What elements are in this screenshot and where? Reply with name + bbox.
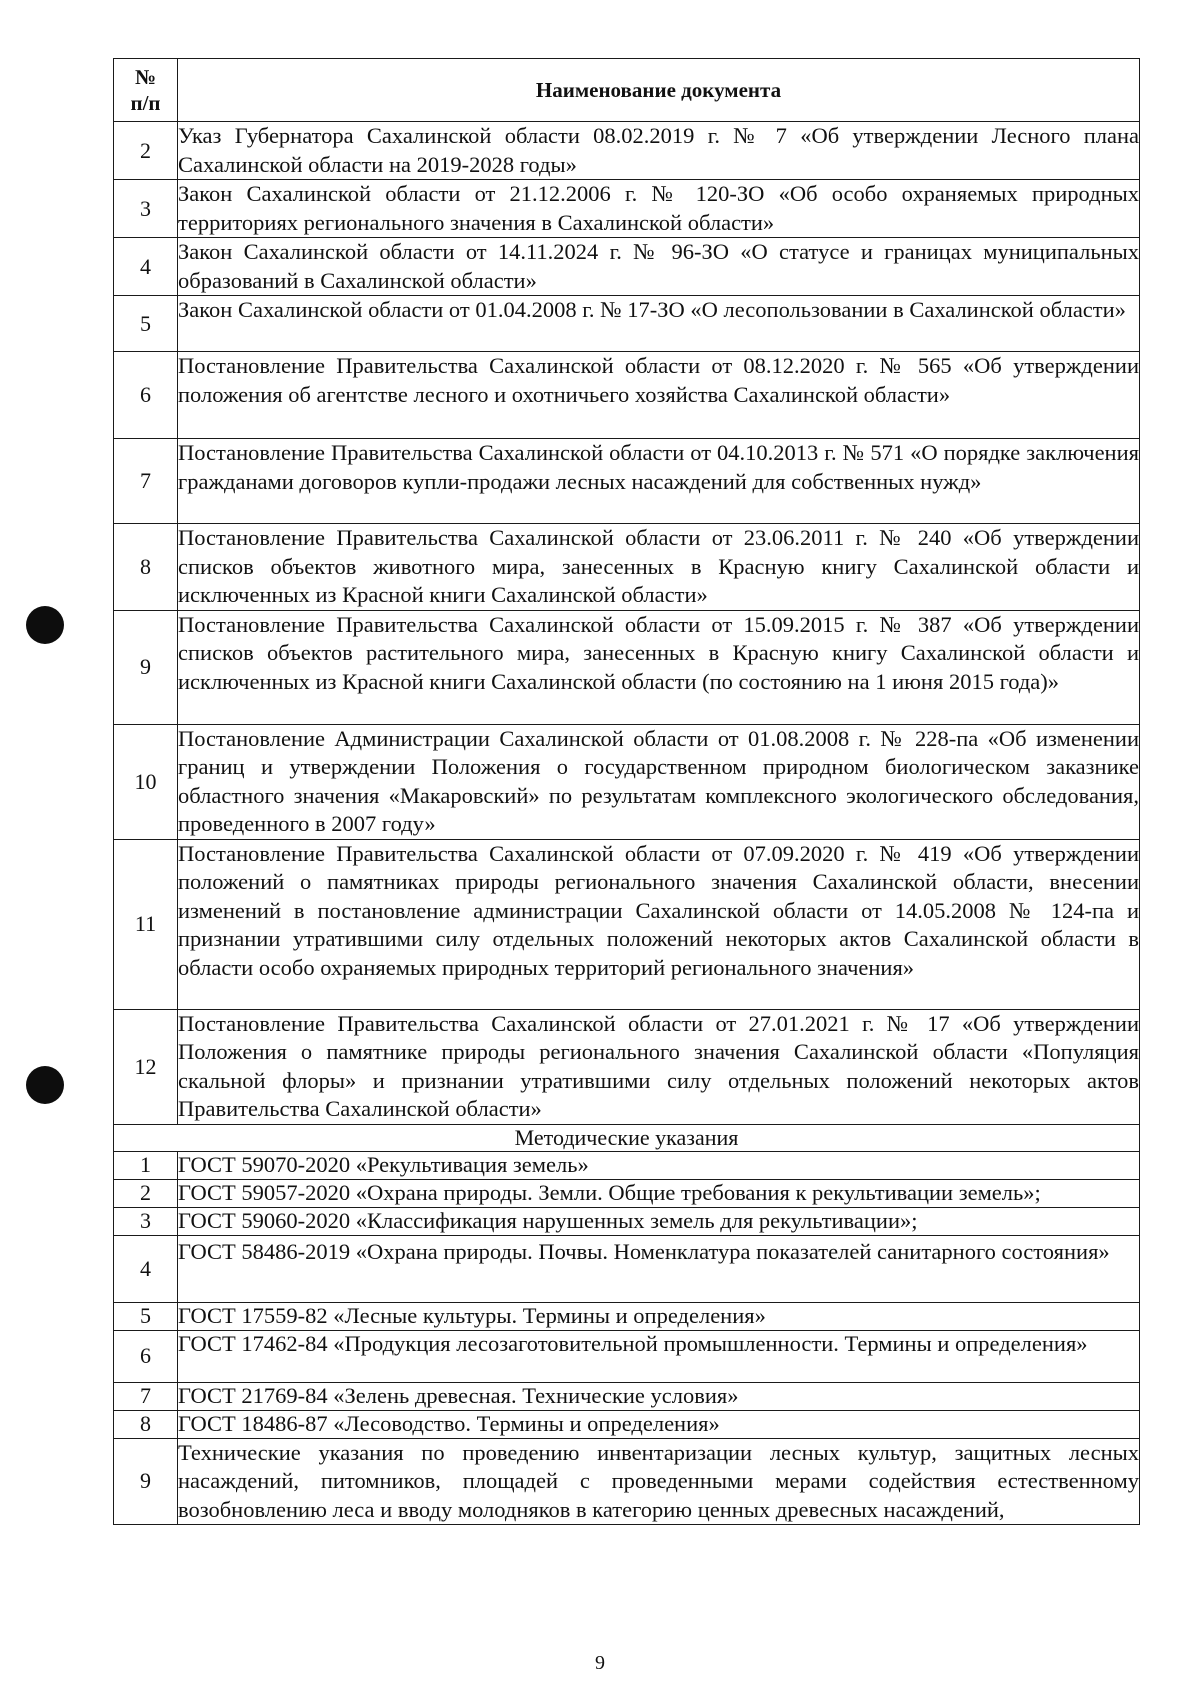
- table-row: [114, 1382, 1140, 1410]
- row-document: ГОСТ 18486-87 «Лесоводство. Термины и определения»: [178, 1410, 1140, 1438]
- table-row: [114, 1179, 1140, 1207]
- row-document: ГОСТ 17462-84 «Продукция лесозаготовительной промышленности. Термины и определения»: [178, 1330, 1140, 1382]
- punch-hole: [26, 606, 64, 644]
- table-row: [114, 839, 1140, 1009]
- row-document: ГОСТ 21769-84 «Зелень древесная. Технические условия»: [178, 1382, 1140, 1410]
- table-row: [114, 1438, 1140, 1525]
- row-number: 3: [114, 1207, 178, 1235]
- row-document: ГОСТ 17559-82 «Лесные культуры. Термины и определения»: [178, 1302, 1140, 1330]
- row-document: Постановление Правительства Сахалинской области от 27.01.2021 г. № 17 «Об утверждении Положения о памятнике природы регионального значения Сахалинской области «Популяция скальной флоры» и признании утратившими силу отдельных положений некоторых актов Правительства Сахалинской области»: [178, 1009, 1140, 1124]
- table-header-row: [114, 59, 1140, 122]
- table-row: [114, 524, 1140, 611]
- header-number-line2: п/п: [130, 91, 161, 115]
- row-number: 4: [114, 238, 178, 296]
- row-document: ГОСТ 59060-2020 «Классификация нарушенных земель для рекультивации»;: [178, 1207, 1140, 1235]
- row-number: 1: [114, 1151, 178, 1179]
- table-row: [114, 1151, 1140, 1179]
- row-number: 10: [114, 724, 178, 839]
- row-number: 5: [114, 296, 178, 352]
- table-row: [114, 1207, 1140, 1235]
- row-document: Указ Губернатора Сахалинской области 08.02.2019 г. № 7 «Об утверждении Лесного плана Сахалинской области на 2019-2028 годы»: [178, 122, 1140, 180]
- header-document-name: Наименование документа: [178, 59, 1140, 122]
- header-number-line1: №: [134, 65, 157, 89]
- row-number: 2: [114, 122, 178, 180]
- table-row: [114, 724, 1140, 839]
- page-number: 9: [595, 1652, 605, 1674]
- table-row: [114, 1235, 1140, 1302]
- row-number: 5: [114, 1302, 178, 1330]
- table-row: [114, 180, 1140, 238]
- row-document: Постановление Правительства Сахалинской области от 08.12.2020 г. № 565 «Об утверждении положения об агентстве лесного и охотничьего хозяйства Сахалинской области»: [178, 352, 1140, 439]
- row-number: 6: [114, 352, 178, 439]
- documents-table: [113, 58, 1140, 1525]
- table-row: [114, 610, 1140, 724]
- table-row: [114, 122, 1140, 180]
- table-row: [114, 238, 1140, 296]
- row-document: Закон Сахалинской области от 14.11.2024 г. № 96-ЗО «О статусе и границах муниципальных образований в Сахалинской области»: [178, 238, 1140, 296]
- row-number: 7: [114, 1382, 178, 1410]
- row-number: 3: [114, 180, 178, 238]
- row-number: 7: [114, 439, 178, 524]
- row-number: 2: [114, 1179, 178, 1207]
- section-title: Методические указания: [114, 1124, 1140, 1151]
- row-number: 6: [114, 1330, 178, 1382]
- row-document: Технические указания по проведению инвентаризации лесных культур, защитных лесных насаждений, питомников, площадей с проведенными мерами содействия естественному возобновлению леса и вводу молодняков в категорию ценных древесных насаждений,: [178, 1438, 1140, 1525]
- punch-hole: [26, 1066, 64, 1104]
- row-number: 9: [114, 610, 178, 724]
- row-document: ГОСТ 59070-2020 «Рекультивация земель»: [178, 1151, 1140, 1179]
- row-number: 12: [114, 1009, 178, 1124]
- row-number: 9: [114, 1438, 178, 1525]
- header-number: [114, 59, 178, 122]
- row-document: Закон Сахалинской области от 01.04.2008 г. № 17-ЗО «О лесопользовании в Сахалинской области»: [178, 296, 1140, 352]
- row-document: Постановление Администрации Сахалинской области от 01.08.2008 г. № 228-па «Об изменении границ и утверждении Положения о государственном природном биологическом заказнике областного значения «Макаровский» по результатам комплексного экологического обследования, проведенного в 2007 году»: [178, 724, 1140, 839]
- table-row: [114, 1330, 1140, 1382]
- row-document: ГОСТ 58486-2019 «Охрана природы. Почвы. Номенклатура показателей санитарного состояния»: [178, 1235, 1140, 1302]
- table-row: [114, 1410, 1140, 1438]
- row-document: Закон Сахалинской области от 21.12.2006 г. № 120-ЗО «Об особо охраняемых природных территориях регионального значения в Сахалинской области»: [178, 180, 1140, 238]
- row-document: Постановление Правительства Сахалинской области от 07.09.2020 г. № 419 «Об утверждении положений о памятниках природы регионального значения Сахалинской области, внесении изменений в постановление администрации Сахалинской области от 14.05.2008 № 124-па и признании утратившими силу отдельных положений некоторых актов Сахалинской области в области особо охраняемых природных территорий регионального значения»: [178, 839, 1140, 1009]
- table-row: [114, 439, 1140, 524]
- row-number: 11: [114, 839, 178, 1009]
- row-document: Постановление Правительства Сахалинской области от 04.10.2013 г. № 571 «О порядке заключения гражданами договоров купли-продажи лесных насаждений для собственных нужд»: [178, 439, 1140, 524]
- row-number: 8: [114, 1410, 178, 1438]
- table-row: [114, 296, 1140, 352]
- table-row: [114, 1009, 1140, 1124]
- row-document: ГОСТ 59057-2020 «Охрана природы. Земли. Общие требования к рекультивации земель»;: [178, 1179, 1140, 1207]
- section-row: [114, 1124, 1140, 1151]
- row-document: Постановление Правительства Сахалинской области от 23.06.2011 г. № 240 «Об утверждении списков объектов животного мира, занесенных в Красную книгу Сахалинской области и исключенных из Красной книги Сахалинской области»: [178, 524, 1140, 611]
- table-row: [114, 352, 1140, 439]
- row-number: 4: [114, 1235, 178, 1302]
- table-row: [114, 1302, 1140, 1330]
- row-document: Постановление Правительства Сахалинской области от 15.09.2015 г. № 387 «Об утверждении списков объектов растительного мира, занесенных в Красную книгу Сахалинской области и исключенных из Красной книги Сахалинской области (по состоянию на 1 июня 2015 года)»: [178, 610, 1140, 724]
- row-number: 8: [114, 524, 178, 611]
